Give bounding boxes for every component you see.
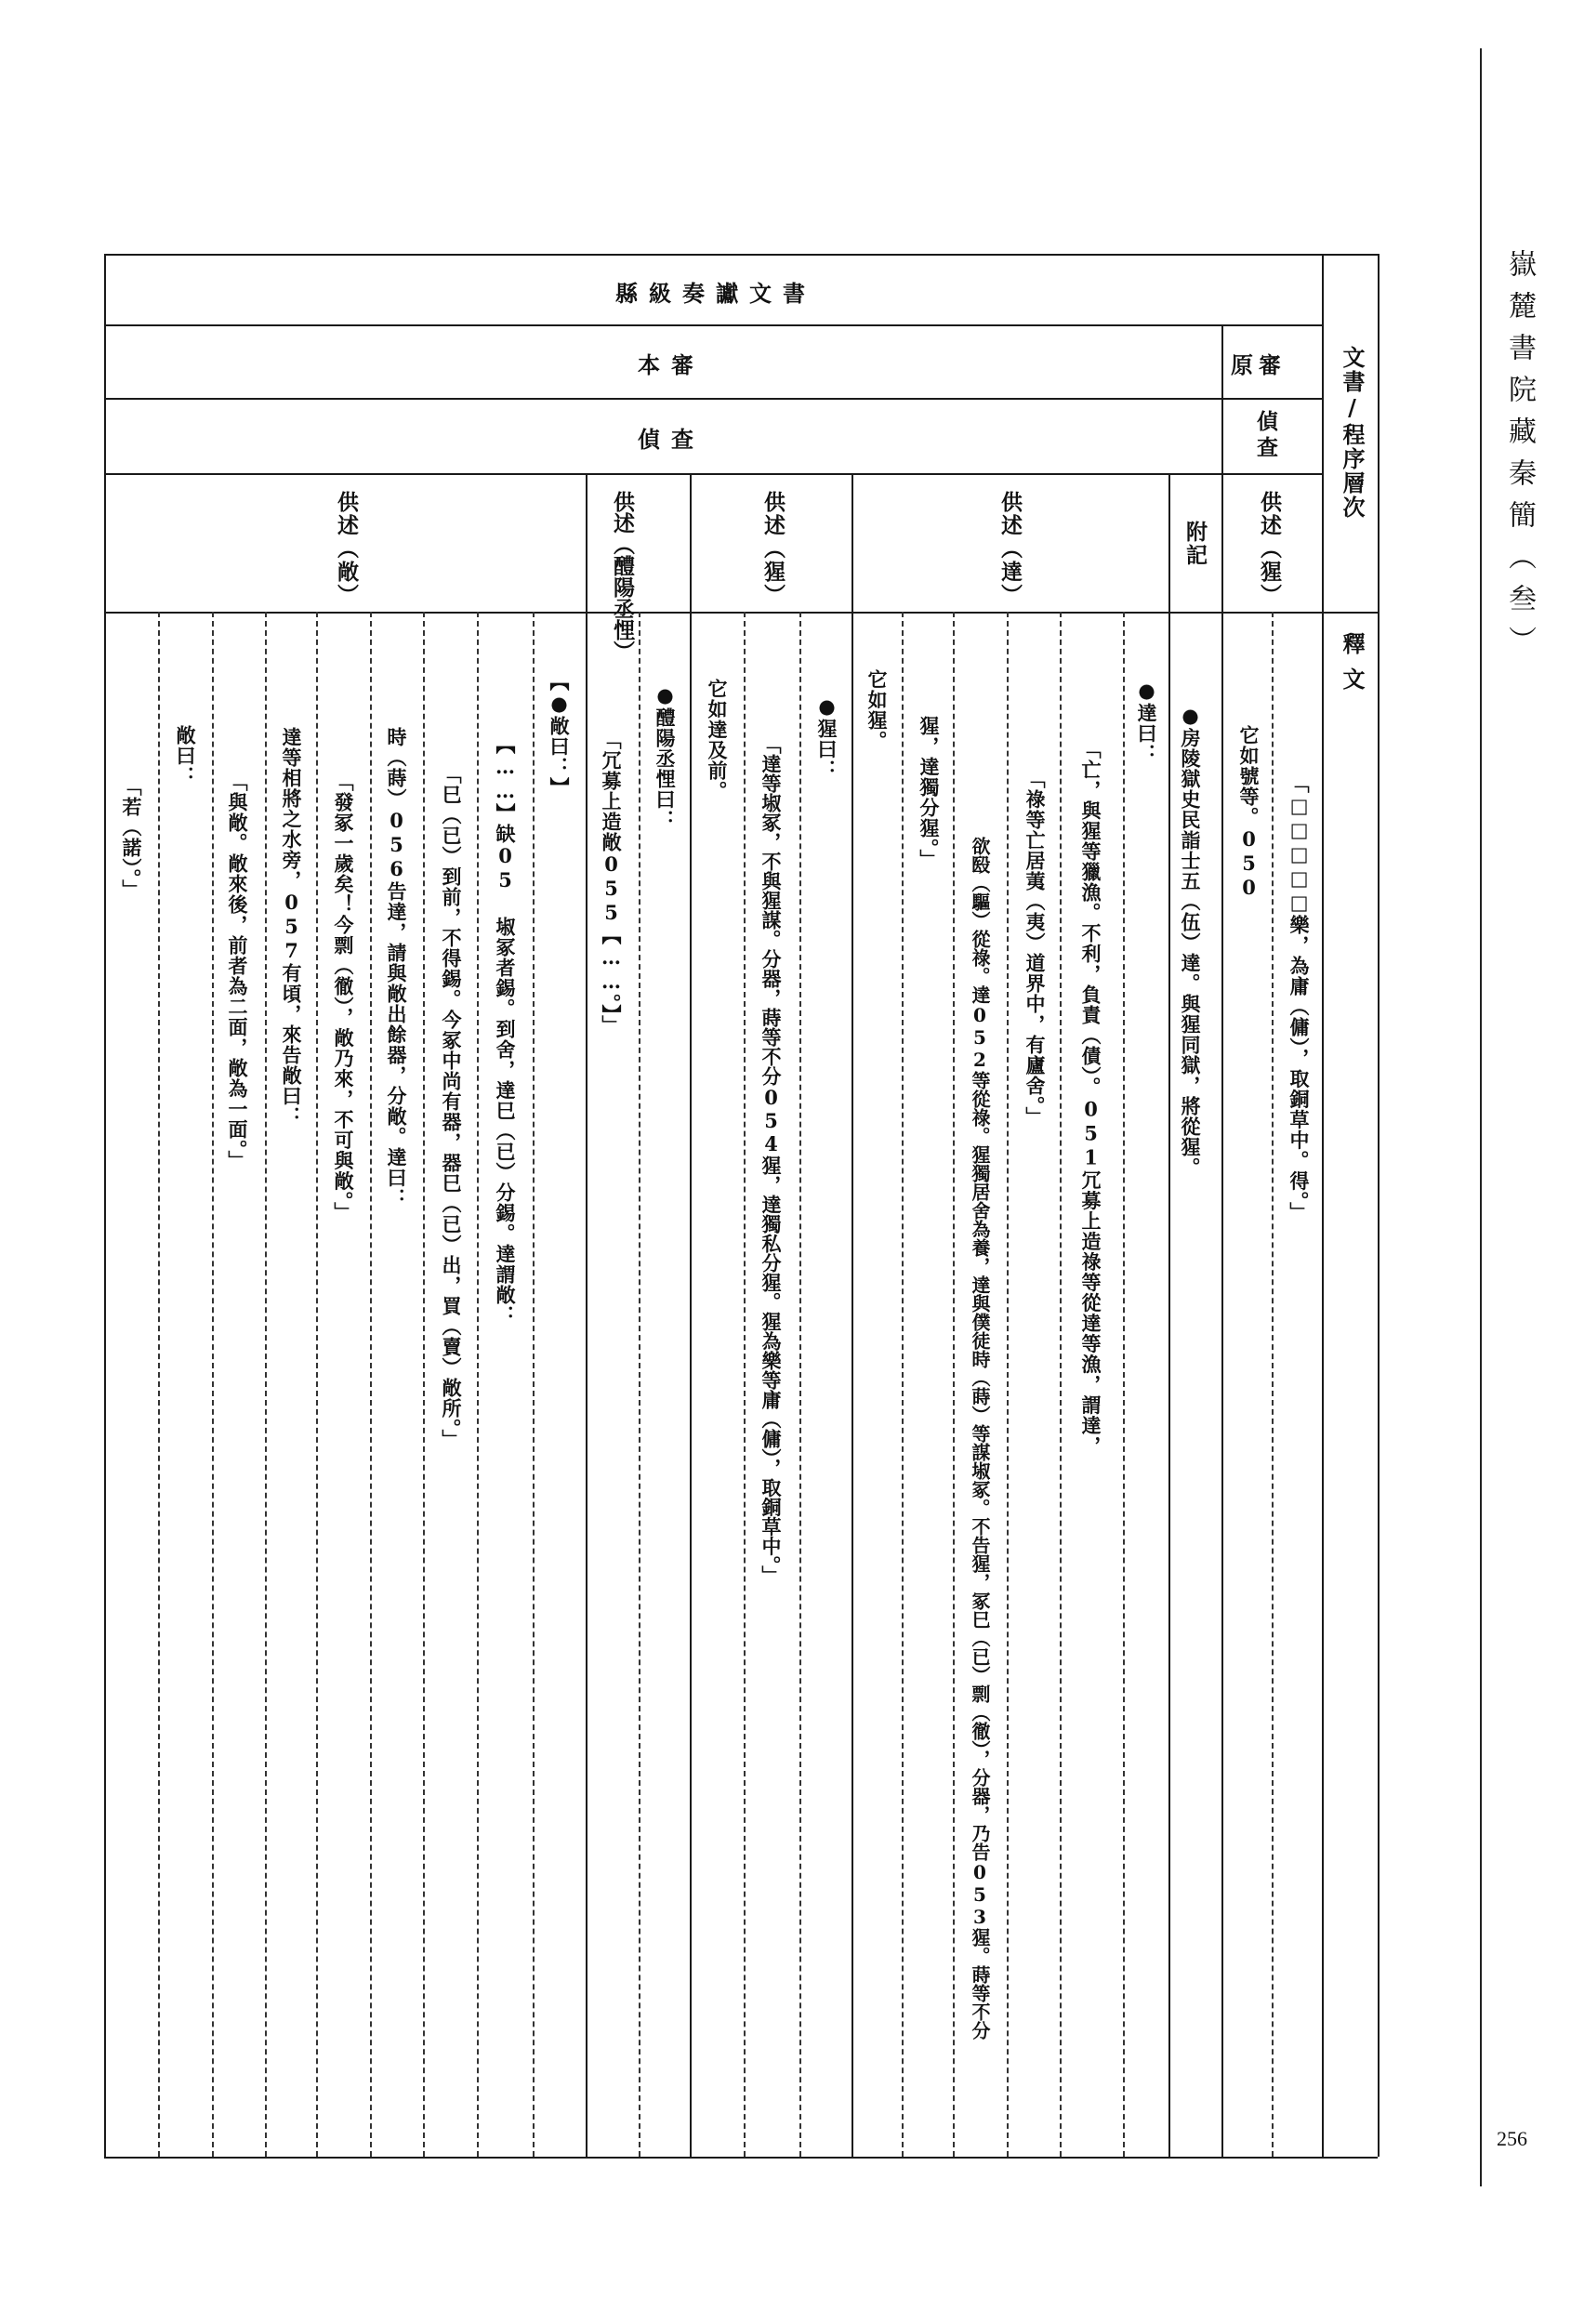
text-line: 【……】缺05 埱冢者錫。到舍，達巳（已）分錫。達謂敞： [494,734,517,1326]
header-original-trial: 原審 [1231,351,1287,378]
line-guide [533,612,535,2157]
line-guide [477,612,479,2157]
col-label-chang: 供述（敞） [334,491,359,607]
row3-bottom-rule [104,473,1322,475]
line-guide [1272,612,1274,2157]
col-divider-1 [1168,473,1170,2157]
line-guide [744,612,746,2157]
text-line: 「祿等亡居荑（夷）道界中，有廬舍。」 [1023,769,1047,1128]
book-title: 嶽麓書院藏秦簡（叁） [1503,249,1536,667]
line-guide [639,612,640,2157]
line-guide [423,612,425,2157]
text-line: 「亡，與猩等獵漁。不利，負責（債）。051冗募上造祿等從達等漁，謂達， [1079,739,1102,1457]
col-label-da: 供述（達） [997,491,1023,607]
col-divider-2 [852,473,853,2157]
line-guide [1007,612,1009,2157]
text-line: 敞曰： [174,725,197,786]
axis-label-levels: 文書/程序層次 [1339,346,1366,520]
line-guide [158,612,160,2157]
axis-label-shiwen: 釋文 [1339,632,1366,703]
text-line: 達等相將之水旁，057有頃，來告敞曰： [280,727,303,1127]
table-bottom-border [104,2157,1378,2159]
col-divider-4 [586,473,587,2157]
col-label-xing: 供述（猩） [760,491,786,607]
text-line: 時（蒔）056告達，請與敞出餘器，分敞。達曰： [385,727,408,1208]
text-line: ●醴陽丞悝曰： [653,683,677,830]
text-line: 「與敞。敞來後，前者為二面，敞為一面。」 [226,772,249,1171]
text-line: 「達等埱冢，不與猩謀。分器，蒔等不分054猩，達獨私分猩。猩為樂等庸（傭），取銅草中。」 [759,734,783,1585]
col-label-appendix: 附記 [1182,521,1208,567]
line-guide [902,612,904,2157]
text-line: ●猩曰： [815,694,838,780]
header-original-investigation: 偵查 [1257,409,1278,460]
row1-bottom-rule [104,324,1322,326]
header-county-documents: 縣級奏讞文書 [615,280,816,307]
text-line: 它如猩。 [865,669,889,751]
text-line: 「冗募上造敞055【……。】」 [600,730,623,1036]
line-guide [370,612,372,2157]
page-number: 256 [1497,2127,1527,2150]
text-line: 欲殹（驅）從祿。達052等從祿。猩獨居舍為養，達與僕徒時（蒔）等謀埱冢。不告猩，冢巳（已）剽（徹），分器，乃告053猩。蒔等不分 [969,837,991,2040]
text-line: 「□□□□□樂，為庸（傭），取銅草中。得。」 [1287,773,1311,1222]
text-line: ●房陵獄史民詣士五（伍）達。與猩同獄，將從猩。 [1179,704,1202,1178]
text-line: 「巳（已）到前，不得錫。今冢中尚有器，器巳（已）出，買（賣）敞所。」 [440,764,463,1450]
header-investigation: 偵查 [638,426,705,453]
col-divider-3 [690,473,692,2157]
line-guide [1123,612,1125,2157]
row2-bottom-rule [104,398,1322,400]
table-right-border [1378,254,1380,2157]
table-top-border [104,254,1378,256]
text-line: 【●敞曰：】 [548,671,571,798]
text-line: 猩，達獨分猩。」 [918,716,941,870]
text-line: ●達曰： [1135,679,1158,764]
line-guide [1060,612,1062,2157]
text-line: 它如達及前。 [706,679,729,801]
header-this-trial: 本審 [638,351,705,378]
text-line: 「發冢一歲矣！今剽（徹），敞乃來，不可與敞。」 [332,772,355,1222]
line-guide [212,612,214,2157]
text-line: 「若（諾）。」 [120,776,143,900]
original-trial-divider [1221,324,1223,2157]
margin-rule [1480,48,1482,2186]
line-guide [799,612,801,2157]
table-left-border [104,254,106,2157]
line-guide [265,612,267,2157]
text-line: 它如號等。050 [1237,725,1261,900]
line-guide [953,612,955,2157]
col-label-liyang-cheng-kui: 供述（醴陽丞悝） [610,491,635,662]
line-guide [316,612,318,2157]
col-label-xing-original: 供述（猩） [1257,491,1282,607]
level-axis-divider [1322,254,1324,2157]
header-bottom-rule [104,612,1378,614]
